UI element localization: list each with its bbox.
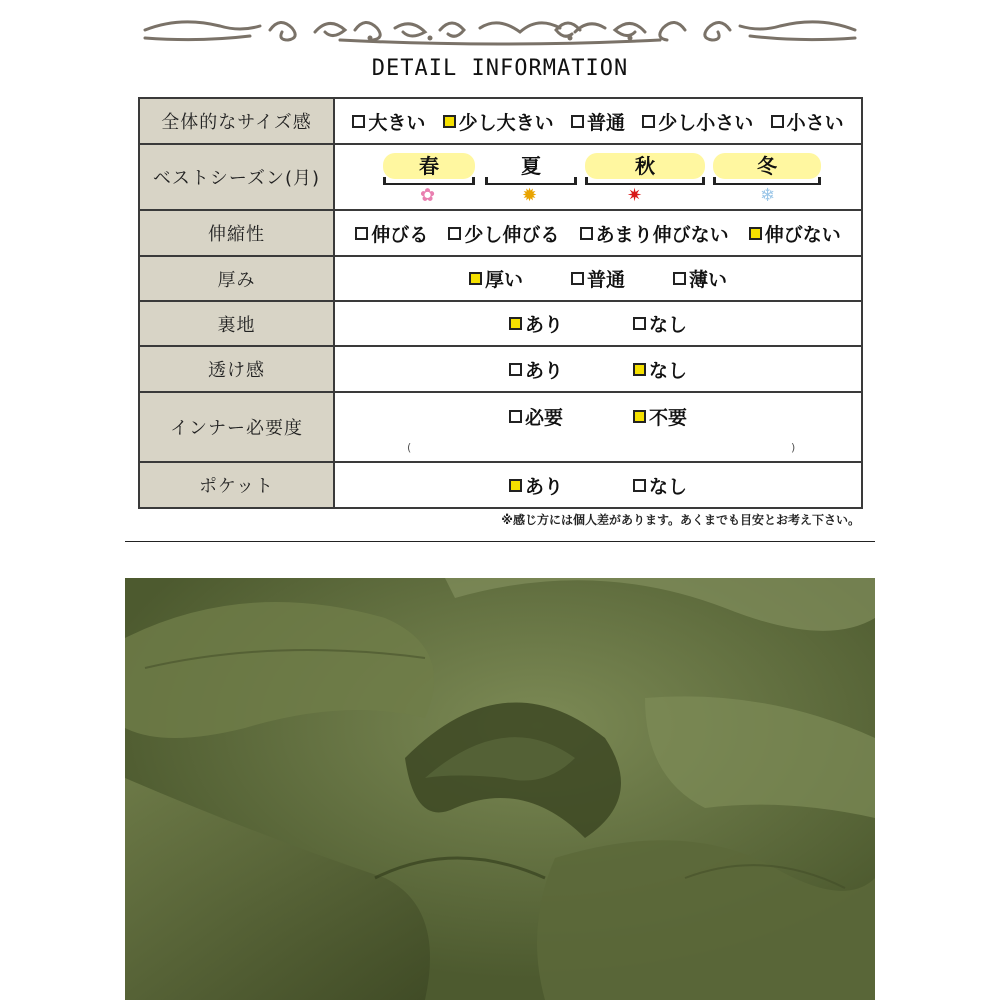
checkbox-checked-icon bbox=[509, 317, 522, 330]
pink-flower-icon: ✿ bbox=[420, 185, 436, 206]
options bbox=[335, 472, 861, 499]
checkbox-checked-icon bbox=[509, 479, 522, 492]
option-no: なし bbox=[633, 310, 687, 337]
row-label: 裏地 bbox=[139, 301, 334, 346]
page-title: DETAIL INFORMATION bbox=[371, 56, 629, 81]
option-needed: 必要 bbox=[509, 403, 563, 430]
season-winter: 冬 bbox=[713, 151, 821, 181]
checkbox-icon bbox=[355, 227, 368, 240]
checkbox-icon bbox=[633, 479, 646, 492]
fabric-texture bbox=[125, 578, 875, 1000]
option-no: なし bbox=[633, 356, 687, 383]
checkbox-checked-icon bbox=[633, 410, 646, 423]
option-normal: 普通 bbox=[571, 265, 625, 292]
paren-left: ( bbox=[407, 441, 412, 454]
option-yes: あり bbox=[509, 472, 563, 499]
options bbox=[335, 310, 861, 337]
options bbox=[335, 393, 861, 439]
red-maple-leaf-icon: ✷ bbox=[627, 185, 643, 206]
checkbox-icon bbox=[642, 115, 655, 128]
option-yes: あり bbox=[509, 356, 563, 383]
option-normal: 普通 bbox=[571, 108, 625, 135]
row-label: 厚み bbox=[139, 256, 334, 301]
checkbox-icon bbox=[673, 272, 686, 285]
option-barely-stretches: あまり伸びない bbox=[580, 220, 729, 247]
option-no-stretch: 伸びない bbox=[749, 220, 841, 247]
checkbox-icon bbox=[509, 363, 522, 376]
row-label: 伸縮性 bbox=[139, 210, 334, 256]
option-thin: 薄い bbox=[673, 265, 727, 292]
checkbox-checked-icon bbox=[633, 363, 646, 376]
option-yes: あり bbox=[509, 310, 563, 337]
checkbox-icon bbox=[633, 317, 646, 330]
divider bbox=[125, 541, 875, 542]
options bbox=[335, 220, 861, 247]
option-slightly-stretches: 少し伸びる bbox=[448, 220, 559, 247]
option-slightly-large: 少し大きい bbox=[443, 108, 554, 135]
option-not-needed: 不要 bbox=[633, 403, 687, 430]
paren-right: ) bbox=[791, 441, 796, 454]
decorative-ornament bbox=[140, 8, 860, 48]
row-label: 全体的なサイズ感 bbox=[139, 98, 334, 144]
season-autumn: 秋 bbox=[585, 151, 705, 181]
sunflower-icon: ✹ bbox=[522, 185, 538, 206]
row-thickness bbox=[139, 256, 862, 301]
option-large: 大きい bbox=[352, 108, 425, 135]
checkbox-icon bbox=[352, 115, 365, 128]
row-label: インナー必要度 bbox=[139, 392, 334, 462]
row-label: ベストシーズン(月) bbox=[139, 144, 334, 210]
checkbox-checked-icon bbox=[443, 115, 456, 128]
row-size bbox=[139, 98, 862, 144]
detail-table bbox=[138, 97, 863, 509]
row-stretch bbox=[139, 210, 862, 256]
checkbox-icon bbox=[448, 227, 461, 240]
option-small: 小さい bbox=[771, 108, 844, 135]
snowflake-icon: ❄ bbox=[760, 185, 776, 206]
checkbox-checked-icon bbox=[469, 272, 482, 285]
option-thick: 厚い bbox=[469, 265, 523, 292]
option-stretches: 伸びる bbox=[355, 220, 428, 247]
row-season bbox=[139, 144, 862, 210]
season-spring: 春 bbox=[383, 151, 475, 181]
footnote: ※感じ方には個人差があります。あくまでも目安とお考え下さい。 bbox=[501, 513, 860, 527]
row-label: ポケット bbox=[139, 462, 334, 508]
season-scale bbox=[335, 145, 861, 209]
checkbox-icon bbox=[580, 227, 593, 240]
option-no: なし bbox=[633, 472, 687, 499]
options bbox=[335, 108, 861, 135]
options bbox=[335, 356, 861, 383]
option-slightly-small: 少し小さい bbox=[642, 108, 753, 135]
row-sheer bbox=[139, 346, 862, 392]
checkbox-icon bbox=[509, 410, 522, 423]
checkbox-icon bbox=[571, 272, 584, 285]
checkbox-icon bbox=[571, 115, 584, 128]
row-label: 透け感 bbox=[139, 346, 334, 392]
fabric-photo bbox=[125, 578, 875, 1000]
row-pocket bbox=[139, 462, 862, 508]
row-lining bbox=[139, 301, 862, 346]
options bbox=[335, 265, 861, 292]
season-summer: 夏 bbox=[485, 151, 577, 181]
row-inner bbox=[139, 392, 862, 462]
checkbox-checked-icon bbox=[749, 227, 762, 240]
checkbox-icon bbox=[771, 115, 784, 128]
